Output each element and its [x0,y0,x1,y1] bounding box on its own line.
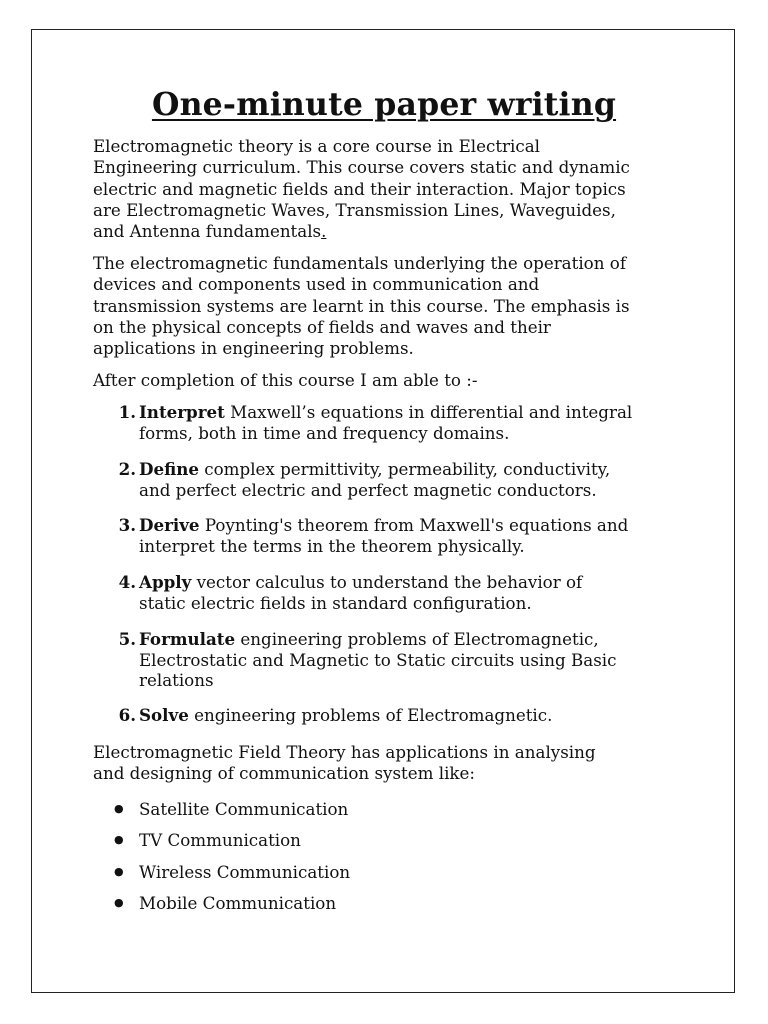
bullet-icon: ● [114,802,124,815]
application-label: Satellite Communication [139,799,349,819]
bullet-icon: ● [114,833,124,846]
outcome-number: 1. [118,402,136,422]
second-paragraph: The electromagnetic fundamentals underlying the operation of devices and components used in communication and transmission systems are learnt in this course. The emphasis is on the physical concepts of fields and waves and their applications in engineering problems. [93,253,630,359]
outcome-number: 6. [118,705,136,725]
outcome-number: 4. [118,572,136,592]
outcome-rest: Maxwell’s equations in differential and integral forms, both in time and frequency domains. [139,402,633,443]
application-label: Wireless Communication [139,862,351,882]
outcome-rest: Poynting's theorem from Maxwell's equations and interpret the terms in the theorem physically. [139,515,629,556]
outcome-text [139,515,628,556]
outcome-text [139,402,632,443]
outcome-rest: complex permittivity, permeability, conductivity, and perfect electric and perfect magnetic conductors. [139,459,611,500]
bullet-icon: ● [114,865,124,878]
outcome-verb: Apply [139,572,192,592]
outcome-verb: Define [139,459,199,479]
outcome-text [139,629,616,691]
outcome-text [139,572,582,613]
intro-paragraph-end-mark: . [321,221,327,242]
outcome-verb: Interpret [139,402,225,422]
outcome-rest: vector calculus to understand the behavior of static electric fields in standard configuration. [139,572,583,613]
outcome-verb: Derive [139,515,200,535]
outcomes-intro: After completion of this course I am able to :- [93,370,478,390]
page-title: One-minute paper writing [151,86,617,123]
applications-intro: Electromagnetic Field Theory has applications in analysing and designing of communication system like: [93,742,596,784]
outcome-text [139,705,552,726]
outcome-number: 5. [118,629,136,649]
outcome-rest: engineering problems of Electromagnetic, Electrostatic and Magnetic to Static circuits using Basic relations [139,629,617,690]
outcome-verb: Formulate [139,629,236,649]
outcome-number: 2. [118,459,136,479]
outcome-rest: engineering problems of Electromagnetic. [188,705,553,725]
intro-paragraph [93,136,630,242]
outcome-number: 3. [118,515,136,535]
intro-paragraph-text: Electromagnetic theory is a core course in Electrical Engineering curriculum. This course covers static and dynamic electric and magnetic fields and their interaction. Major topics are Electromagnetic Waves, Transmission Lines, Waveguides, and Antenna fundamentals [93,136,630,242]
outcome-text [139,459,610,500]
bullet-icon: ● [114,896,124,909]
application-label: TV Communication [139,830,301,850]
outcome-verb: Solve [139,705,189,725]
application-label: Mobile Communication [139,893,337,913]
